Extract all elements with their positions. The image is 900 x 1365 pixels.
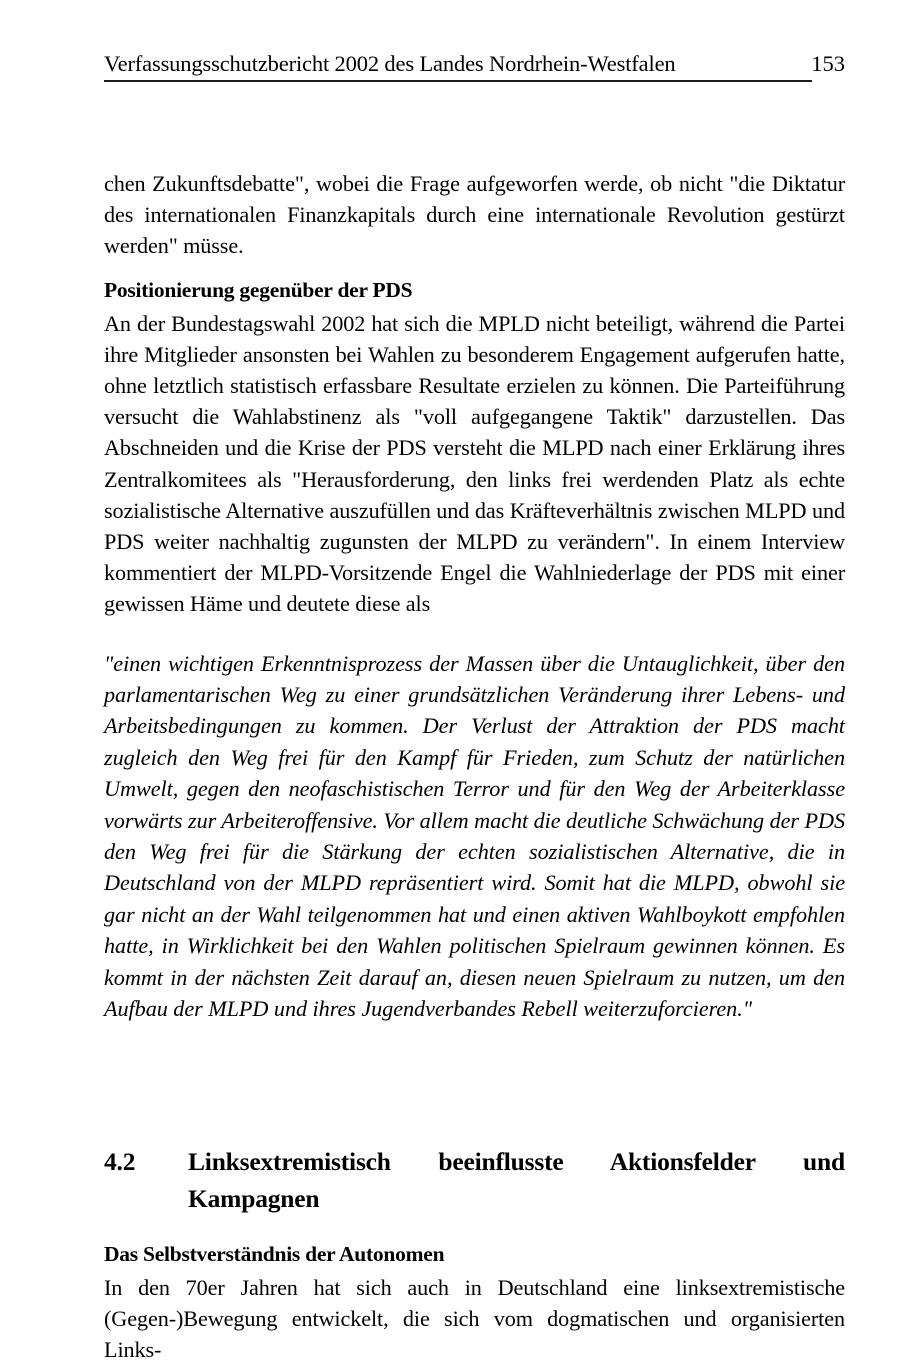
- running-header: [104, 50, 845, 84]
- subheading-positionierung: Positionierung gegenüber der PDS: [104, 277, 413, 302]
- header-title: Verfassungsschutzbericht 2002 des Landes Nordrhein-Westfalen: [104, 51, 676, 76]
- spacer: [104, 1025, 845, 1143]
- section-number: 4.2: [104, 1146, 136, 1176]
- paragraph-autonomen: In den 70er Jahren hat sich auch in Deutschland eine linksextremistische (Gegen-)Bewegung entwickelt, die sich vom dogmatischen und organisierten Links-: [104, 1274, 845, 1362]
- spacer: [104, 262, 845, 275]
- spacer: [104, 1217, 845, 1239]
- page-content: [104, 168, 845, 1365]
- page-number: 153: [811, 51, 845, 76]
- header-rule: [104, 80, 812, 82]
- spacer: [104, 620, 845, 648]
- subheading-autonomen: Das Selbstverständnis der Autonomen: [104, 1241, 445, 1266]
- section-heading-4-2: [104, 1143, 845, 1217]
- section-title: Linksextremistisch beeinflusste Aktionsfelder und Kampagnen: [188, 1146, 845, 1213]
- continued-paragraph: chen Zukunftsdebatte", wobei die Frage aufgeworfen werde, ob nicht "die Diktatur des internationalen Finanzkapitals durch eine internationale Revolution gestürzt werden" müsse.: [104, 171, 845, 259]
- paragraph-pds-position: An der Bundestagswahl 2002 hat sich die MPLD nicht beteiligt, während die Partei ihre Mitglieder ansonsten bei Wahlen zu besonderem Engagement aufgerufen hatte, ohne letztlich statistisch erfassbare Resultate erzielen zu können. Die Parteiführung versucht die Wahlabstinenz als "voll aufgegangene Taktik" darzustellen. Das Abschneiden und die Krise der PDS versteht die MLPD nach einer Erklärung ihres Zentralkomitees als "Herausforderung, den links frei werdenden Platz als echte sozialistische Alternative auszufüllen und das Kräfteverhältnis zwischen MLPD und PDS weiter nachhaltig zugunsten der MLPD zu verändern". In einem Interview kommentiert der MLPD-Vorsitzende Engel die Wahlniederlage der PDS mit einer gewissen Häme und deutete diese als: [104, 310, 845, 617]
- block-quote-engel: "einen wichtigen Erkenntnisprozess der Massen über die Untauglichkeit, über den parlamentarischen Weg zu einer grundsätzlichen Veränderung ihrer Lebens- und Arbeitsbedingungen zu kommen. Der Verlust der Attraktion der PDS macht zugleich den Weg frei für den Kampf für Frieden, zum Schutz der natürlichen Umwelt, gegen den neofaschistischen Terror und für den Weg der Arbeiterklasse vorwärts zur Arbeiteroffensive. Vor allem macht die deutliche Schwächung der PDS den Weg frei für die Stärkung der echten sozialistischen Alternative, die in Deutschland von der MLPD repräsentiert wird. Somit hat die MLPD, obwohl sie gar nicht an der Wahl teilgenommen hat und einen aktiven Wahlboykott empfohlen hatte, in Wirklichkeit bei den Wahlen politischen Spielraum gewinnen können. Es kommt in der nächsten Zeit darauf an, diesen neuen Spielraum zu nutzen, um den Aufbau der MLPD und ihres Jugendverbandes Rebell weiterzuforcieren.": [104, 650, 846, 1022]
